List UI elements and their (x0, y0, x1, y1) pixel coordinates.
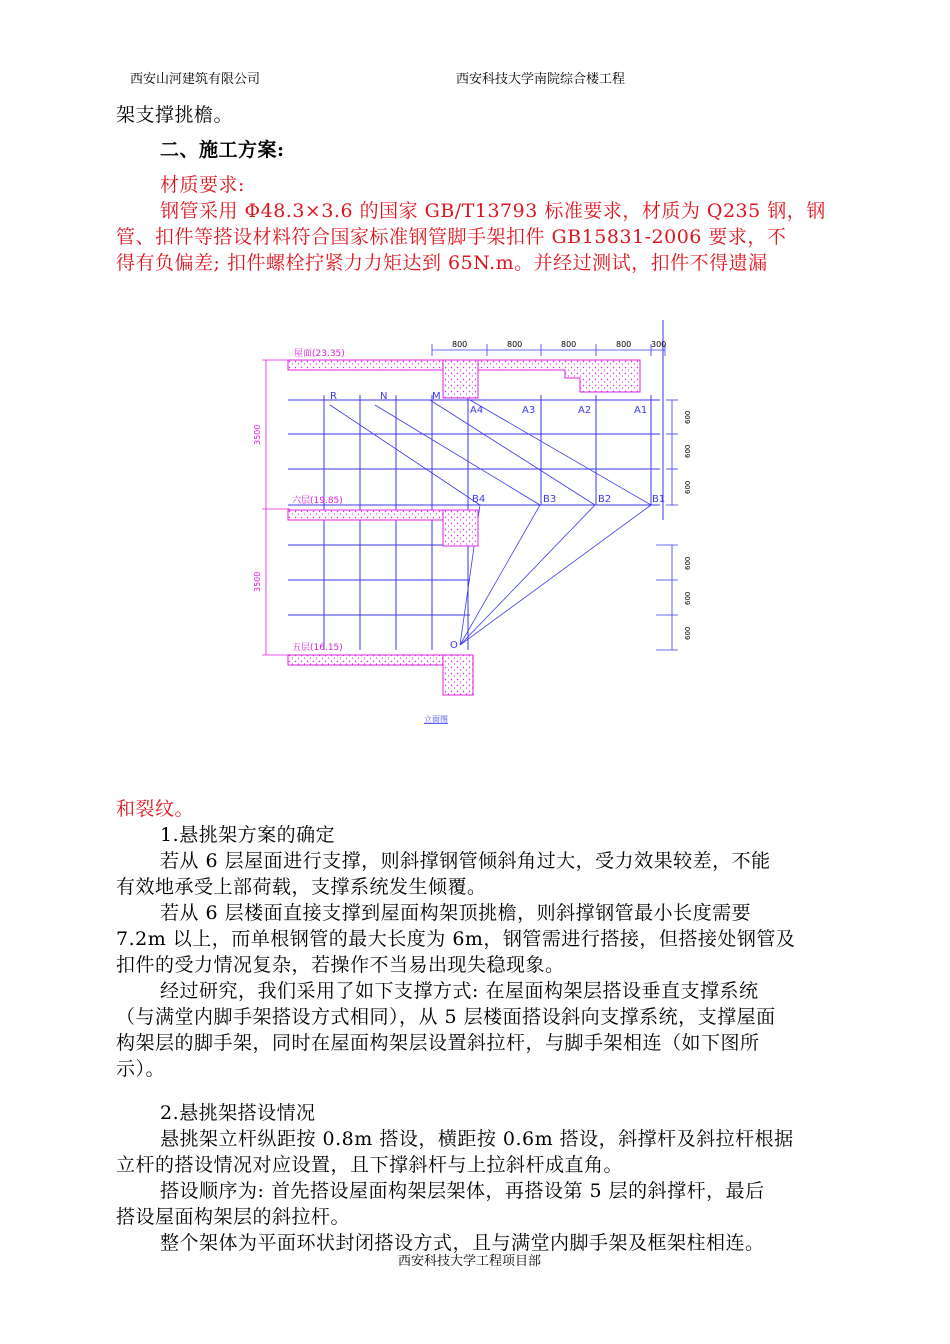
sec1-p1-l2: 有效地承受上部荷载，支撑系统发生倾覆。 (116, 876, 487, 898)
label-b2: B2 (598, 494, 612, 505)
right-dimension-lines (656, 400, 678, 650)
material-line-2: 管、扣件等搭设材料符合国家标准钢管脚手架扣件 GB15831-2006 要求，不 (116, 226, 787, 248)
header-company: 西安山河建筑有限公司 (130, 72, 261, 87)
label-m: M (432, 391, 441, 402)
label-b1: B1 (652, 494, 666, 505)
level-lines (262, 360, 430, 655)
material-line-3: 得有负偏差; 扣件螺栓拧紧力力矩达到 65N.m。并经过测试，扣件不得遗漏 (116, 252, 768, 274)
sec1-p3-l1: 经过研究，我们采用了如下支撑方式: 在屋面构架层搭设垂直支撑系统 (160, 980, 759, 1002)
dim-right-4: 600 (684, 556, 692, 570)
intro-line: 架支撑挑檐。 (116, 104, 234, 126)
label-a3: A3 (522, 405, 536, 416)
material-line-4: 和裂纹。 (116, 798, 195, 820)
dim-top-4: 800 (616, 340, 632, 349)
dim-right-1: 600 (684, 410, 692, 424)
grid-horizontal-lines (288, 400, 660, 615)
sec2-p2-l2: 搭设屋面构架层的斜拉杆。 (116, 1206, 351, 1228)
dim-right-6: 600 (684, 626, 692, 640)
dim-top-2: 800 (507, 340, 523, 349)
sec1-p2-l3: 扣件的受力情况复杂，若操作不当易出现失稳现象。 (116, 954, 565, 976)
sec2-title: 2.悬挑架搭设情况 (160, 1102, 316, 1124)
level-fifth: 五层(16.15) (292, 643, 343, 653)
label-b4: B4 (472, 494, 486, 505)
sec1-p1-l1: 若从 6 层屋面进行支撑，则斜撑钢管倾斜角过大，受力效果较差，不能 (160, 850, 771, 872)
dim-right-3: 600 (684, 480, 692, 494)
sec1-p2-l1: 若从 6 层楼面直接支撑到屋面构架顶挑檐，则斜撑钢管最小长度需要 (160, 902, 752, 924)
dim-top-1: 800 (452, 340, 468, 349)
sec2-p2-l1: 搭设顺序为: 首先搭设屋面构架层架体，再搭设第 5 层的斜撑杆，最后 (160, 1180, 765, 1202)
label-o: O (450, 640, 458, 651)
level-roof: 屋面(23.35) (294, 349, 345, 359)
level-sixth: 六层(19.85) (292, 496, 343, 506)
sec2-p1-l2: 立杆的搭设情况对应设置，且下撑斜杆与上拉斜杆成直角。 (116, 1154, 624, 1176)
label-b3: B3 (543, 494, 557, 505)
dim-left-upper: 3500 (253, 424, 262, 445)
label-a4: A4 (470, 405, 484, 416)
header-project: 西安科技大学南院综合楼工程 (456, 72, 626, 87)
dim-left-lower: 3500 (253, 571, 262, 592)
sec1-p3-l2: （与满堂内脚手架搭设方式相同），从 5 层楼面搭设斜向支撑系统，支撑屋面 (116, 1006, 776, 1028)
sec2-p3-l1: 整个架体为平面环状封闭搭设方式，且与满堂内脚手架及框架柱相连。 (160, 1232, 765, 1254)
label-n: N (380, 391, 388, 402)
sec1-title: 1.悬挑架方案的确定 (160, 824, 336, 846)
diagonal-braces (330, 400, 651, 645)
dim-top-3: 800 (561, 340, 577, 349)
sec1-p3-l4: 示）。 (116, 1058, 166, 1080)
footer-text: 西安科技大学工程项目部 (398, 1254, 542, 1269)
dim-right-5: 600 (684, 591, 692, 605)
section-title: 二、施工方案: (160, 139, 285, 161)
sec1-p2-l2: 7.2m 以上，而单根钢管的最大长度为 6m，钢管需进行搭接，但搭接处钢管及 (116, 928, 796, 950)
material-line-1: 钢管采用 Φ48.3×3.6 的国家 GB/T13793 标准要求，材质为 Q235 钢，钢 (160, 200, 826, 222)
label-a1: A1 (634, 405, 648, 416)
sec1-p3-l3: 构架层的脚手架，同时在屋面构架层设置斜拉杆，与脚手架相连（如下图所 (116, 1032, 760, 1054)
dim-right-2: 600 (684, 444, 692, 458)
sec2-p1-l1: 悬挑架立杆纵距按 0.8m 搭设，横距按 0.6m 搭设，斜撑杆及斜拉杆根据 (160, 1128, 794, 1150)
label-a2: A2 (578, 405, 592, 416)
material-title: 材质要求: (160, 174, 245, 196)
label-r: R (330, 391, 337, 402)
dim-top-5: 300 (651, 340, 667, 349)
drawing-caption: 立面图 (424, 715, 448, 724)
elevation-drawing (240, 315, 710, 730)
